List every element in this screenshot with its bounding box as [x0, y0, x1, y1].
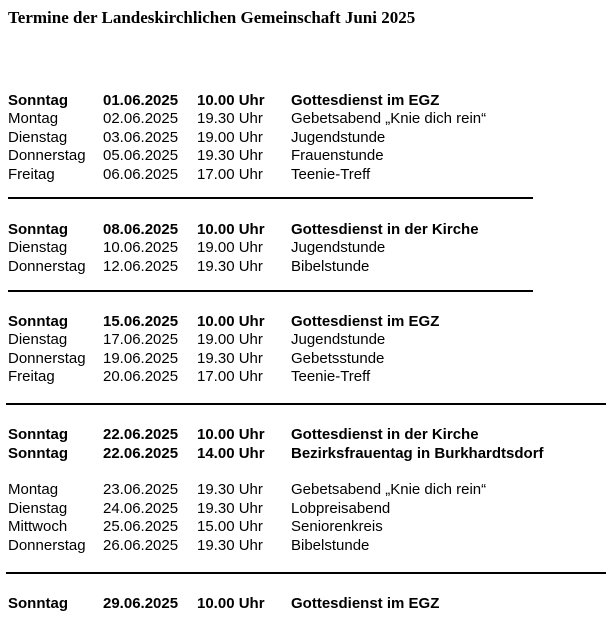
entry-event: Gebetsabend „Knie dich rein“ [291, 110, 487, 127]
schedule-row [0, 349, 606, 368]
entry-event: Lobpreisabend [291, 500, 391, 517]
entry-date: 01.06.2025 [103, 92, 179, 109]
schedule-row [0, 165, 606, 184]
entry-time: 19.00 Uhr [197, 331, 263, 348]
schedule-row [0, 499, 606, 518]
entry-event: Teenie-Treff [291, 166, 371, 183]
entry-event: Gottesdienst im EGZ [291, 92, 440, 109]
entry-time: 19.00 Uhr [197, 239, 263, 256]
entry-event: Bibelstunde [291, 258, 370, 275]
schedule-row [0, 220, 606, 239]
entry-time: 10.00 Uhr [197, 313, 265, 330]
entry-day: Sonntag [8, 445, 68, 462]
entry-time: 19.30 Uhr [197, 350, 263, 367]
entry-event: Gottesdienst in der Kirche [291, 426, 479, 443]
entry-date: 03.06.2025 [103, 129, 179, 146]
entry-time: 19.30 Uhr [197, 500, 263, 517]
schedule-row [0, 480, 606, 499]
schedule-row [0, 238, 606, 257]
entry-day: Dienstag [8, 239, 68, 256]
entry-date: 20.06.2025 [103, 368, 179, 385]
schedule-row [0, 312, 606, 331]
schedule-row [0, 367, 606, 386]
entry-event: Gottesdienst im EGZ [291, 595, 440, 612]
entry-time: 19.00 Uhr [197, 129, 263, 146]
entry-event: Bezirksfrauentag in Burkhardtsdorf [291, 445, 544, 462]
entry-date: 24.06.2025 [103, 500, 179, 517]
entry-date: 22.06.2025 [103, 426, 179, 443]
entry-day: Montag [8, 110, 59, 127]
schedule-row [0, 128, 606, 147]
entry-event: Teenie-Treff [291, 368, 371, 385]
entry-time: 19.30 Uhr [197, 110, 263, 127]
entry-day: Sonntag [8, 313, 68, 330]
entry-event: Jugendstunde [291, 239, 386, 256]
entry-day: Freitag [8, 166, 55, 183]
entry-date: 25.06.2025 [103, 518, 179, 535]
entry-day: Dienstag [8, 331, 68, 348]
week-divider [6, 572, 606, 574]
entry-date: 23.06.2025 [103, 481, 179, 498]
entry-date: 17.06.2025 [103, 331, 179, 348]
entry-day: Sonntag [8, 426, 68, 443]
entry-day: Freitag [8, 368, 55, 385]
entry-time: 17.00 Uhr [197, 368, 263, 385]
entry-time: 19.30 Uhr [197, 481, 263, 498]
entry-time: 19.30 Uhr [197, 258, 263, 275]
entry-date: 06.06.2025 [103, 166, 179, 183]
entry-time: 19.30 Uhr [197, 147, 263, 164]
entry-day: Donnerstag [8, 537, 86, 554]
entry-event: Gebetsabend „Knie dich rein“ [291, 481, 487, 498]
entry-time: 10.00 Uhr [197, 595, 265, 612]
entry-date: 26.06.2025 [103, 537, 179, 554]
entry-day: Mittwoch [8, 518, 68, 535]
entry-day: Dienstag [8, 129, 68, 146]
entry-date: 02.06.2025 [103, 110, 179, 127]
entry-event: Frauenstunde [291, 147, 384, 164]
entry-day: Dienstag [8, 500, 68, 517]
entry-day: Sonntag [8, 595, 68, 612]
week-divider [8, 197, 533, 199]
entry-time: 14.00 Uhr [197, 445, 265, 462]
entry-day: Sonntag [8, 92, 68, 109]
entry-time: 19.30 Uhr [197, 537, 263, 554]
schedule-row [0, 91, 606, 110]
entry-time: 10.00 Uhr [197, 221, 265, 238]
week-divider [6, 403, 606, 405]
entry-time: 10.00 Uhr [197, 92, 265, 109]
entry-date: 19.06.2025 [103, 350, 179, 367]
entry-time: 17.00 Uhr [197, 166, 263, 183]
entry-event: Jugendstunde [291, 129, 386, 146]
entry-day: Donnerstag [8, 147, 86, 164]
entry-date: 29.06.2025 [103, 595, 179, 612]
entry-date: 12.06.2025 [103, 258, 179, 275]
entry-date: 08.06.2025 [103, 221, 179, 238]
entry-event: Bibelstunde [291, 537, 370, 554]
schedule-row [0, 109, 606, 128]
entry-event: Seniorenkreis [291, 518, 383, 535]
entry-event: Gottesdienst im EGZ [291, 313, 440, 330]
schedule-row [0, 425, 606, 444]
entry-event: Jugendstunde [291, 331, 386, 348]
schedule-row [0, 536, 606, 555]
schedule-row [0, 444, 606, 463]
entry-date: 05.06.2025 [103, 147, 179, 164]
entry-day: Sonntag [8, 221, 68, 238]
entry-date: 10.06.2025 [103, 239, 179, 256]
schedule-row [0, 330, 606, 349]
entry-day: Donnerstag [8, 258, 86, 275]
schedule-row [0, 594, 606, 613]
entry-date: 22.06.2025 [103, 445, 179, 462]
schedule-row [0, 517, 606, 536]
entry-event: Gottesdienst in der Kirche [291, 221, 479, 238]
page-title: Termine der Landeskirchlichen Gemeinschaft Juni 2025 [8, 8, 416, 27]
week-divider [8, 290, 533, 292]
entry-time: 10.00 Uhr [197, 426, 265, 443]
schedule-row [0, 257, 606, 276]
entry-day: Donnerstag [8, 350, 86, 367]
entry-time: 15.00 Uhr [197, 518, 263, 535]
entry-event: Gebetsstunde [291, 350, 385, 367]
entry-day: Montag [8, 481, 59, 498]
entry-date: 15.06.2025 [103, 313, 179, 330]
schedule-row [0, 146, 606, 165]
